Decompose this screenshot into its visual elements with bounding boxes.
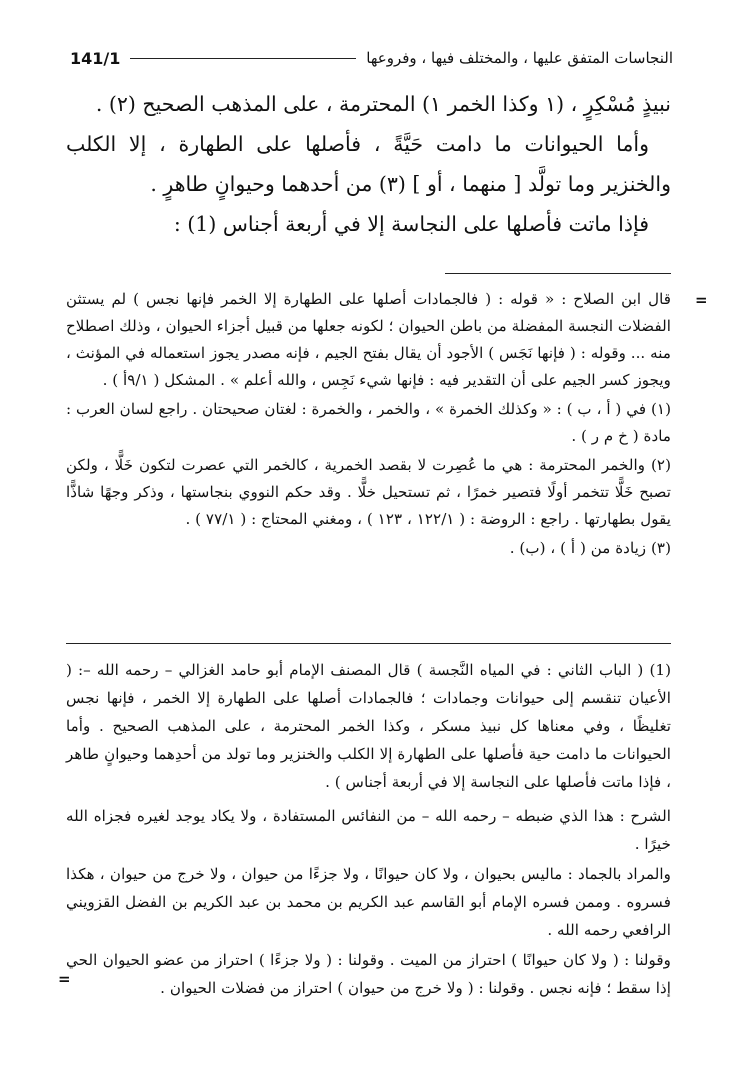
footnote-1: (١) في ( أ ، ب ) : « وكذلك الخمرة » ، والخمر ، والخمرة : لغتان صحيحتان . راجع لسان العرب : مادة ( خ م ر ) . (66, 400, 671, 445)
main-paragraph-1: نبيذٍ مُسْكِرٍ ، (١ وكذا الخمر ١) المحترمة ، على المذهب الصحيح (٢) . (95, 92, 671, 116)
commentary-source-text: (1) ( الباب الثاني : في المياه النَّجسة ) قال المصنف الإمام أبو حامد الغزالي – رحمه الله –: ( الأعيان تنقسم إلى حيوانات وجمادات ؛ فالجمادات أصلها على الطهارة إلا الخمر ، فإنها نجس تغليظًا ، وفي معناها كل نبيذ مسكر ، وكذا الخمر المحترمة ، على المذهب الصحيح . وأما الحيوانات ما دامت حية فأصلها على الطهارة إلا الكلب والخنزير وما تولد من أحدِهما وحيوانٍ طاهر ، فإذا ماتت فأصلها على النجاسة إلا في أربعة أجناس ) . (66, 661, 671, 791)
commentary-sharh: الشرح : هذا الذي ضبطه – رحمه الله – من النفائس المستفادة ، ولا يكاد يوجد لغيره فجزاه الله خيرًا . (66, 807, 671, 853)
footnotes-top (66, 286, 671, 564)
footnote-separator-long (66, 643, 671, 644)
running-title: النجاسات المتفق عليها ، والمختلف فيها ، وفروعها (366, 49, 673, 67)
footnote-2: (٢) والخمر المحترمة : هي ما عُصِرت لا بقصد الخمرية ، كالخمر التي عصرت لتكون خَلًّا ، ولكن تصبح خَلًّا تتخمر أولًا فتصير خمرًا ، ثم تستحيل خلًّا . وقد حكم النووي بنجاستها ، وذكر وجهًا شاذًّا يقول بطهارتها . راجع : الروضة : ( ١٢٢/١ ، ١٢٣ ) ، ومغني المحتاج : ( ٧٧/١ ) . (66, 456, 671, 528)
commentary-jamad: والمراد بالجماد : ماليس بحيوان ، ولا كان حيوانًا ، ولا جزءًا من حيوان ، ولا خرج من حيوان ، هكذا فسروه . وممن فسره الإمام أبو القاسم عبد الكريم بن محمد بن عبد الكريم بن الفضل القزويني الرافعي رحمه الله . (66, 865, 671, 939)
main-text (66, 84, 671, 244)
commentary-qawluna: وقولنا : ( ولا كان حيوانًا ) احتراز من الميت . وقولنا : ( ولا جزءًا ) احتراز من عضو الحيوان الحي إذا سقط ؛ فإنه نجس . وقولنا : ( ولا خرج من حيوان ) احتراز من فضلات الحيوان . (66, 951, 671, 997)
main-paragraph-2: وأما الحيوانات ما دامت حَيَّةً ، فأصلها على الطهارة ، إلا الكلب والخنزير وما تولَّد [ منهما ، أو ] (٣) من أحدهما وحيوانٍ طاهرٍ . (66, 132, 671, 196)
page-header (70, 44, 673, 72)
footnotes-bottom (66, 656, 671, 1004)
footnote-3: (٣) زيادة من ( أ ) ، (ب) . (509, 539, 671, 557)
footnote-ibn-salah: قال ابن الصلاح : « قوله : ( فالجمادات أصلها على الطهارة إلا الخمر فإنها نجس ) لم يستثن الفضلات النجسة المفضلة من باطن الحيوان ؛ لكونه جعلها من قبيل أجزاء الحيوان ، وذلك اصطلاح منه ... وقوله : ( فإنها نَجَس ) الأجود أن يقال بفتح الجيم ، فإنه مصدر يجوز استعماله في المؤنث ، ويجوز كسر الجيم على أن التقدير فيه : فإنها شيء نَجِس ، والله أعلم » . المشكل ( ٩/١أ ) . (66, 290, 671, 389)
header-rule (130, 58, 356, 59)
continuation-mark-top: = (695, 291, 708, 309)
footnote-separator-short (445, 273, 671, 274)
main-paragraph-3: فإذا ماتت فأصلها على النجاسة إلا في أربعة أجناس (1) : (173, 212, 649, 236)
continuation-mark-bottom: = (58, 970, 71, 988)
page-number: 141/1 (70, 48, 121, 68)
